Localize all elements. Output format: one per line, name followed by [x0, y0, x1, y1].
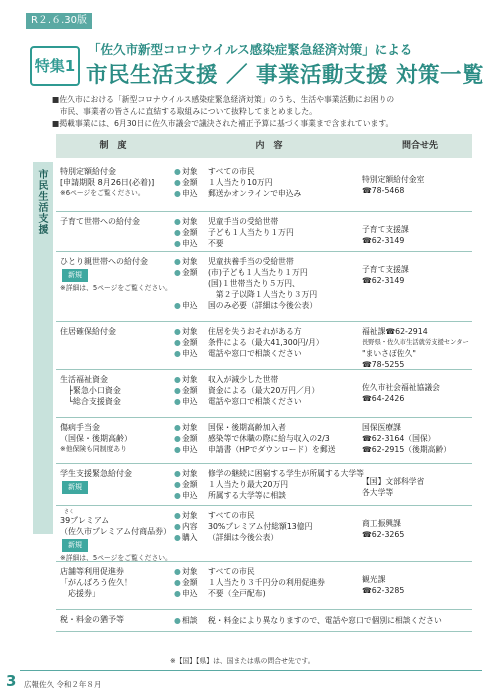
system-cell — [56, 322, 170, 337]
content-line — [174, 468, 364, 479]
system-name: 「がんばろう佐久！ — [60, 578, 132, 587]
content-label: 対象 — [182, 423, 198, 432]
content-line — [174, 188, 364, 199]
content-value: 国保・後期高齢加入者 — [208, 423, 286, 432]
contact-line: ☎78-5255 — [362, 360, 405, 369]
content-label: 申込 — [182, 239, 198, 248]
system-note: ※詳細は、5ページをご覧ください。 — [60, 284, 172, 292]
content-value: すべての市民 — [208, 567, 255, 576]
content-cell — [174, 162, 364, 199]
content-value: 郵送かオンラインで申込み — [208, 189, 302, 198]
content-label: 申込 — [182, 445, 198, 454]
contact-cell — [362, 562, 472, 596]
content-label: 申込 — [182, 349, 198, 358]
bullet-icon: ● — [174, 301, 181, 310]
contact-cell — [362, 162, 472, 196]
contact-cell — [362, 506, 472, 540]
content-label: 申込 — [182, 589, 198, 598]
page-subtitle: 「佐久市新型コロナウイルス感染症緊急経済対策」による — [88, 42, 413, 57]
content-continuation: 第２子以降１人当たり３万円 — [208, 290, 318, 299]
content-label: 申込 — [182, 189, 198, 198]
intro-line: 市民、事業者の皆さんに直結する取組みについて抜粋してまとめました。 — [52, 107, 317, 116]
table-row — [56, 252, 472, 322]
content-label: 申込 — [182, 397, 198, 406]
contact-line: 福祉課☎62-2914 — [362, 327, 428, 336]
table-header — [56, 134, 472, 158]
bullet-icon: ● — [174, 491, 181, 500]
bullet-icon: ● — [174, 567, 181, 576]
content-label: 金額 — [182, 268, 198, 277]
intro-line: ■佐久市における「新型コロナウイルス感染症緊急経済対策」のうち、生活や事業活動にお困りの — [52, 95, 395, 104]
system-name: 応援券」 — [60, 589, 100, 598]
bullet-icon: ● — [174, 445, 181, 454]
system-note: ※6ページをご覧ください。 — [60, 189, 145, 197]
content-line — [174, 521, 364, 532]
content-line — [174, 577, 364, 588]
intro-line: ■掲載事業には、6月30日に佐久市議会で議決された補正予算に基づく事業まで含まれています。 — [52, 119, 394, 128]
content-value: 児童扶養手当の受給世帯 — [208, 257, 294, 266]
system-name: （佐久市プレミアム付商品券） — [60, 527, 172, 536]
table-row — [56, 162, 472, 212]
content-value: 収入が減少した世帯 — [208, 375, 279, 384]
content-value: 子ども１人当たり１万円 — [208, 228, 294, 237]
content-line — [174, 348, 364, 359]
content-line — [174, 433, 364, 444]
bullet-icon: ● — [174, 178, 181, 187]
feature-badge: 特集1 — [30, 46, 80, 86]
table-row — [56, 322, 472, 370]
contact-line: 国保医療課 — [362, 423, 401, 432]
content-label: 対象 — [182, 511, 198, 520]
system-cell — [56, 252, 170, 294]
table-row — [56, 418, 472, 464]
content-value: １人当たり３千円分の利用促進券 — [208, 578, 325, 587]
new-badge: 新規 — [62, 481, 88, 494]
contact-line: ☎62-3265 — [362, 530, 405, 539]
content-line — [174, 588, 364, 599]
content-value: 不要（全戸配布) — [208, 589, 266, 598]
system-cell — [56, 464, 170, 495]
system-cell — [56, 610, 170, 625]
content-value: 感染等で休職の際に給与収入の2/3 — [208, 434, 330, 443]
content-value: 住居を失うおそれがある方 — [208, 327, 302, 336]
header-content: 内 容 — [255, 141, 283, 151]
content-label: 対象 — [182, 327, 198, 336]
system-name: 店舗等利用促進券 — [60, 567, 124, 576]
contact-line: 子育て支援課 — [362, 265, 409, 274]
content-label: 相談 — [182, 616, 198, 625]
system-name: ひとり親世帯への給付金 — [60, 257, 148, 266]
content-value: 電話や窓口で相談ください — [208, 397, 302, 406]
content-value: 税・料金により異なりますので、電話や窓口で個別に相談ください — [208, 616, 442, 625]
content-line — [174, 166, 364, 177]
edition-label: R２.６.30版 — [26, 13, 92, 29]
system-cell — [56, 370, 170, 407]
content-cell — [174, 370, 364, 407]
contact-cell — [362, 610, 472, 622]
bullet-icon: ● — [174, 239, 181, 248]
content-line — [174, 256, 364, 267]
content-line — [174, 326, 364, 337]
bullet-icon: ● — [174, 616, 181, 625]
contact-line: "まいさぽ佐久" — [362, 349, 416, 358]
content-value: 児童手当の受給世帯 — [208, 217, 279, 226]
contact-line: 特別定額給付金室 — [362, 175, 425, 184]
content-line — [174, 337, 364, 348]
bullet-icon: ● — [174, 386, 181, 395]
system-name: 特別定額給付金 — [60, 167, 116, 176]
content-label: 金額 — [182, 178, 198, 187]
system-cell — [56, 506, 170, 564]
bullet-icon: ● — [174, 434, 181, 443]
bullet-icon: ● — [174, 469, 181, 478]
system-note: ※他保険も同制度あり — [60, 445, 127, 453]
system-cell — [56, 162, 170, 199]
content-cell — [174, 252, 364, 311]
bullet-icon: ● — [174, 327, 181, 336]
bullet-icon: ● — [174, 578, 181, 587]
contact-cell — [362, 212, 472, 246]
content-line — [174, 396, 364, 407]
content-label: 対象 — [182, 217, 198, 226]
bullet-icon: ● — [174, 189, 181, 198]
system-name: 税・料金の猶予等 — [60, 615, 124, 624]
content-label: 申込 — [182, 491, 198, 500]
bullet-icon: ● — [174, 511, 181, 520]
content-line — [174, 267, 364, 278]
table-row — [56, 370, 472, 418]
content-label: 金額 — [182, 386, 198, 395]
bullet-icon: ● — [174, 349, 181, 358]
table-row — [56, 464, 472, 506]
contact-cell — [362, 418, 472, 455]
bullet-icon: ● — [174, 589, 181, 598]
content-line — [174, 510, 364, 521]
footer-text: 広報佐久 令和２年８月 — [24, 680, 102, 689]
content-value: 条件による（最大41,300円/月） — [208, 338, 324, 347]
bullet-icon: ● — [174, 217, 181, 226]
contact-line: ☎62-2915（後期高齢） — [362, 445, 452, 454]
table-row — [56, 610, 472, 632]
contact-cell — [362, 322, 472, 370]
contact-cell — [362, 370, 472, 404]
bullet-icon: ● — [174, 397, 181, 406]
page-number: 3 — [6, 672, 17, 690]
footnote: ※【国】【県】は、国または県の問合せ先です。 — [170, 657, 315, 665]
content-value: 資金による（最大20万円／月） — [208, 386, 320, 395]
contact-line: ☎62-3149 — [362, 236, 405, 245]
content-value: 所属する大学等に相談 — [208, 491, 286, 500]
content-label: 対象 — [182, 567, 198, 576]
bullet-icon: ● — [174, 167, 181, 176]
contact-line: ☎78-5468 — [362, 186, 405, 195]
new-badge: 新規 — [62, 269, 88, 282]
content-line — [174, 444, 364, 455]
page-title: 市民生活支援 ／ 事業活動支援 対策一覧 — [86, 63, 484, 88]
contact-line: ☎62-3285 — [362, 586, 405, 595]
content-label: 金額 — [182, 480, 198, 489]
system-name: （国保・後期高齢） — [60, 434, 132, 443]
system-subitem: └総合支援資金 — [68, 397, 121, 406]
content-label: 金額 — [182, 228, 198, 237]
content-value: 国のみ必要（詳細は今後公表） — [208, 301, 318, 310]
content-value: (市)子ども１人当たり１万円 — [208, 268, 308, 277]
contact-line: 子育て支援課 — [362, 225, 409, 234]
bullet-icon: ● — [174, 522, 181, 531]
content-line — [174, 490, 364, 501]
bullet-icon: ● — [174, 375, 181, 384]
content-label: 内容 — [182, 522, 198, 531]
content-label: 購入 — [182, 533, 198, 542]
system-name: 住居確保給付金 — [60, 327, 116, 336]
content-label: 申込 — [182, 301, 198, 310]
content-label: 金額 — [182, 338, 198, 347]
policy-table — [56, 162, 472, 632]
table-row — [56, 212, 472, 252]
system-name: 傷病手当金 — [60, 423, 100, 432]
content-label: 対象 — [182, 257, 198, 266]
content-cell — [174, 464, 364, 501]
content-line — [174, 566, 364, 577]
system-name: 39プレミアム — [60, 516, 110, 525]
content-cell — [174, 506, 364, 543]
system-name: 子育て世帯への給付金 — [60, 217, 140, 226]
content-line — [174, 227, 364, 238]
bullet-icon: ● — [174, 533, 181, 542]
new-badge: 新規 — [62, 539, 88, 552]
content-line — [174, 216, 364, 227]
content-value: １人当たり最大20万円 — [208, 480, 289, 489]
system-subitem: ├緊急小口資金 — [68, 386, 121, 395]
content-line — [174, 374, 364, 385]
content-value: すべての市民 — [208, 511, 255, 520]
contact-line: 観光課 — [362, 575, 386, 584]
system-cell — [56, 418, 170, 455]
content-line — [174, 300, 364, 311]
content-value: 修学の継続に困窮する学生が所属する大学等 — [208, 469, 364, 478]
bullet-icon: ● — [174, 480, 181, 489]
bullet-icon: ● — [174, 423, 181, 432]
content-cell — [174, 212, 364, 249]
intro-text — [52, 94, 472, 130]
content-cell — [174, 562, 364, 599]
content-continuation: (国)１世帯当たり５万円、 — [208, 279, 300, 288]
contact-line: 長野県・佐久市生活就労支援センター — [362, 339, 469, 346]
content-value: １人当たり10万円 — [208, 178, 273, 187]
table-row — [56, 506, 472, 562]
bullet-icon: ● — [174, 338, 181, 347]
content-label: 対象 — [182, 167, 198, 176]
system-name: 生活福祉資金 — [60, 375, 108, 384]
side-label: 市民生活支援 — [38, 170, 49, 236]
contact-line: 【国】文部科学省 — [362, 477, 425, 486]
content-value: 申請書（HPでダウンロード）を郵送 — [208, 445, 336, 454]
content-line — [174, 385, 364, 396]
system-name: 学生支援緊急給付金 — [60, 469, 132, 478]
contact-line: ☎62-3164（国保） — [362, 434, 436, 443]
contact-line: 商工振興課 — [362, 519, 401, 528]
content-line — [174, 422, 364, 433]
content-value: 不要 — [208, 239, 224, 248]
contact-line: 各大学等 — [362, 488, 394, 497]
content-value: すべての市民 — [208, 167, 255, 176]
content-cell — [174, 322, 364, 359]
content-value: 30%プレミアム付総額13億円 — [208, 522, 313, 531]
content-label: 対象 — [182, 469, 198, 478]
content-label: 対象 — [182, 375, 198, 384]
content-line — [174, 532, 364, 543]
content-line — [174, 177, 364, 188]
content-line — [174, 238, 364, 249]
contact-line: 佐久市社会福祉協議会 — [362, 383, 440, 392]
bullet-icon: ● — [174, 228, 181, 237]
system-name: [申請期限 8月26日(必着)] — [60, 178, 155, 187]
table-row — [56, 562, 472, 610]
content-label: 金額 — [182, 434, 198, 443]
contact-cell — [362, 252, 472, 286]
system-cell — [56, 562, 170, 599]
contact-cell — [362, 464, 472, 498]
ruby-text: さく — [64, 509, 75, 515]
contact-line: ☎64-2426 — [362, 394, 405, 403]
contact-line: ☎62-3149 — [362, 276, 405, 285]
content-value: （詳細は今後公表） — [208, 533, 279, 542]
content-value: 電話や窓口で相談ください — [208, 349, 302, 358]
content-cell — [174, 418, 364, 455]
header-contact: 問合せ先 — [401, 141, 438, 151]
system-note: ※詳細は、5ページをご覧ください。 — [60, 554, 172, 562]
header-system: 制 度 — [99, 141, 127, 151]
content-label: 金額 — [182, 578, 198, 587]
bullet-icon: ● — [174, 257, 181, 266]
footer-divider — [20, 670, 482, 671]
content-line — [174, 479, 364, 490]
bullet-icon: ● — [174, 268, 181, 277]
system-cell — [56, 212, 170, 227]
